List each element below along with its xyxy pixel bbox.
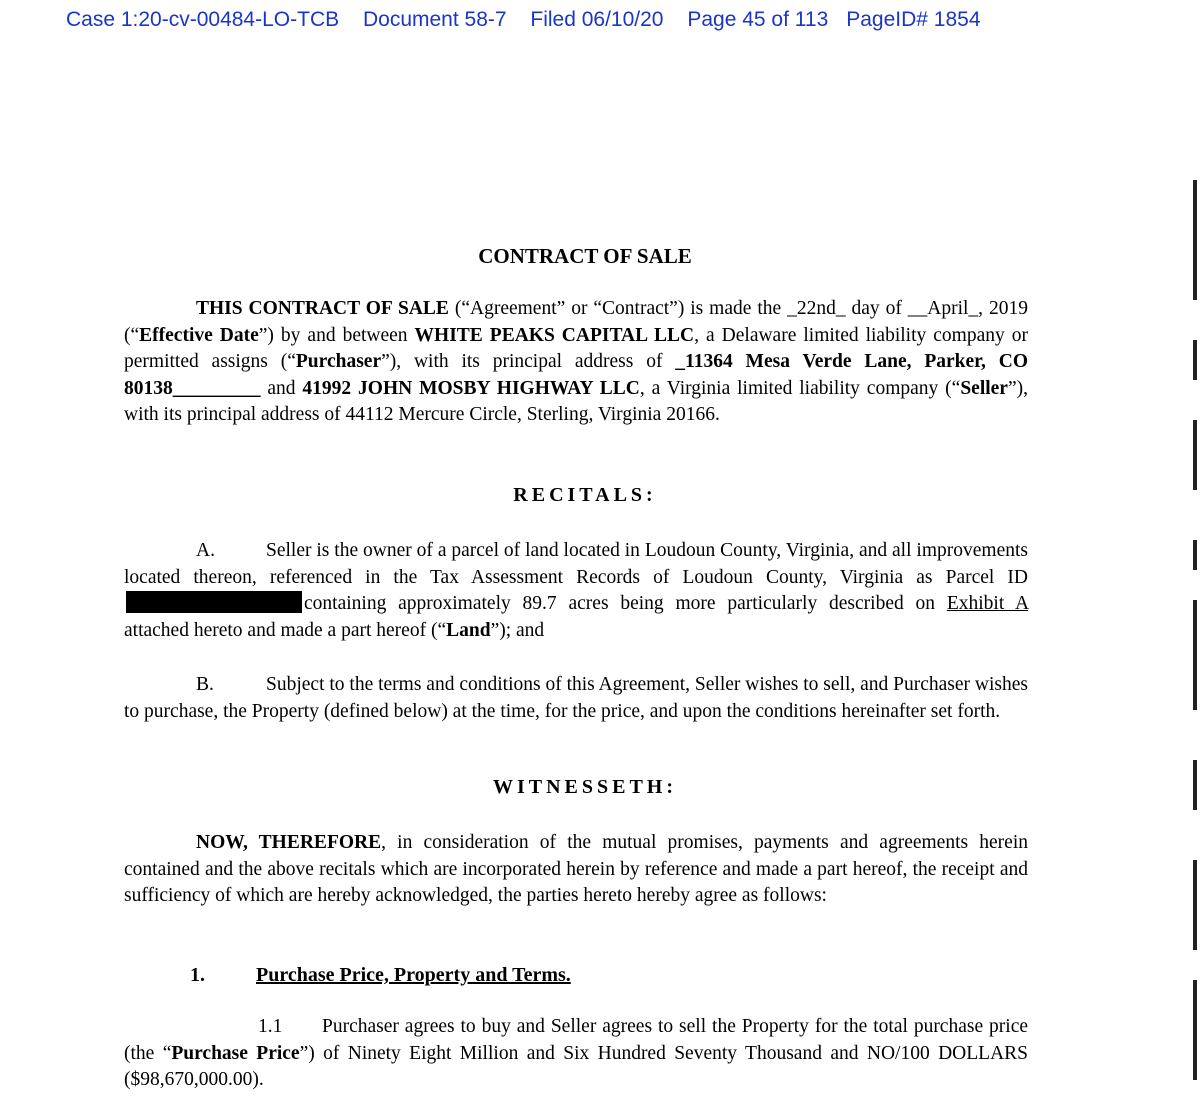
case-header <box>66 8 1166 32</box>
page-number: Page 45 of 113 <box>687 8 829 31</box>
section-1-heading <box>190 964 571 987</box>
recital-a-label: A. <box>196 540 215 561</box>
recital-b-label: B. <box>196 674 214 695</box>
section-1-1-paragraph: 1.1 Purchaser agrees to buy and Seller agrees to sell the Property for the total purchase price (the “Purchase Price”) of Ninety Eight Million and Six Hundred Seventy Thousand and NO/100 DOLLARS ($98,670,000.00). <box>124 1016 1028 1090</box>
section-1-1-number: 1.1 <box>258 1016 283 1037</box>
filed-date: Filed 06/10/20 <box>530 8 664 31</box>
section-1-title: Purchase Price, Property and Terms. <box>256 964 571 986</box>
witnesseth-heading: WITNESSETH: <box>492 776 678 798</box>
intro-paragraph: THIS CONTRACT OF SALE (“Agreement” or “Contract”) is made the _22nd_ day of __April_, 2019 (“Effective Date”) by and between WHITE PEAKS CAPITAL LLC, a Delaware limited liability company or permitted assigns (“Purchaser”), with its principal address of _11364 Mesa Verde Lane, Parker, CO 80138_________ and 41992 JOHN MOSBY HIGHWAY LLC, a Virginia limited liability company (“Seller”), with its principal address of 44112 Mercure Circle, Sterling, Virginia 20166. <box>124 298 1028 425</box>
recital-b: B. Subject to the terms and conditions of this Agreement, Seller wishes to sell, and Purchaser wishes to purchase, the Property (defined below) at the time, for the price, and upon the conditions hereinafter set forth. <box>124 674 1028 722</box>
now-therefore-paragraph: NOW, THEREFORE, in consideration of the mutual promises, payments and agreements herein contained and the above recitals which are incorporated herein by reference and made a part hereof, the receipt and sufficiency of which are hereby acknowledged, the parties hereto hereby agree as follows: <box>124 832 1028 906</box>
recitals-heading: RECITALS: <box>513 484 657 506</box>
document-title: CONTRACT OF SALE <box>478 244 692 268</box>
page-id: PageID# 1854 <box>846 8 981 31</box>
section-1-number: 1. <box>190 964 205 986</box>
case-number: Case 1:20-cv-00484-LO-TCB <box>66 8 340 31</box>
redaction-box <box>126 591 302 613</box>
recital-a: A. Seller is the owner of a parcel of land located in Loudoun County, Virginia, and all improvements located thereon, referenced in the Tax Assessment Records of Loudoun County, Virginia as Parcel IDcontaining approximately 89.7 acres being more particularly described on Exhibit A attached hereto and made a part hereof (“Land”); and <box>124 540 1028 641</box>
document-number: Document 58-7 <box>362 8 507 31</box>
scan-edge-marks <box>1186 180 1200 1100</box>
